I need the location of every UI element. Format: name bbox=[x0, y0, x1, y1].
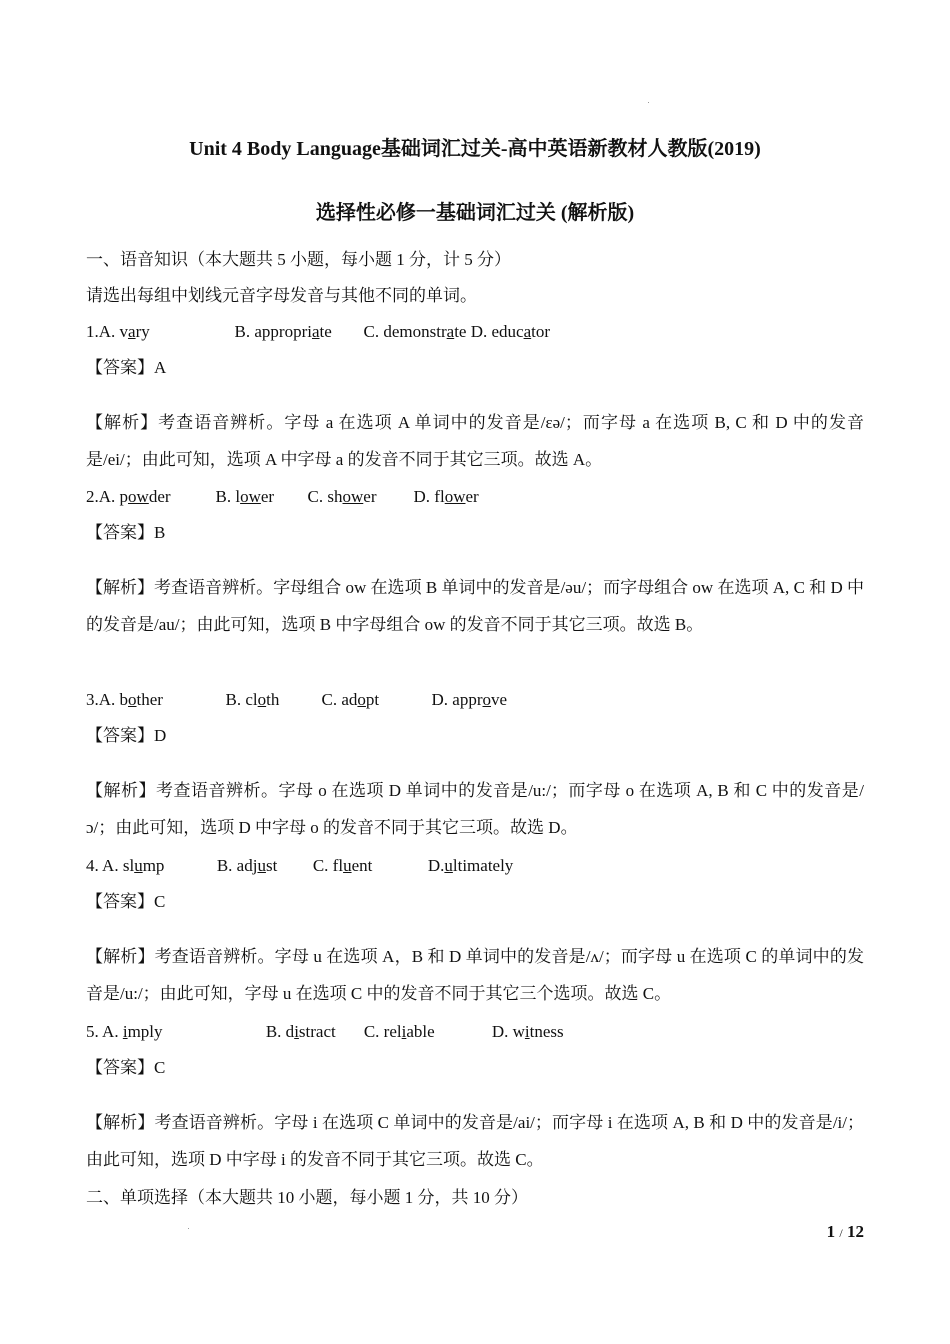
section2-heading: 二、单项选择（本大题共 10 小题，每小题 1 分，共 10 分） bbox=[86, 1188, 528, 1207]
option-a: powder bbox=[119, 487, 171, 506]
page-separator: / bbox=[839, 1226, 843, 1240]
option-a: bother bbox=[119, 690, 163, 709]
question-number: 2.A. bbox=[86, 487, 120, 506]
option-c: C. adopt bbox=[321, 690, 380, 709]
option-c: C. demonstrate bbox=[363, 322, 467, 341]
analysis-2: 【解析】考查语音辨析。字母组合 ow 在选项 B 单词中的发音是/əu/；而字母组合 ow 在选项 A, C 和 D 中的发音是/au/；由此可知，选项 B 中字母组合 ow 的发音不同于其它三项。故选 B。 bbox=[86, 578, 864, 634]
option-a: slump bbox=[122, 856, 165, 875]
option-a: imply bbox=[122, 1022, 163, 1041]
answer-1: 【答案】A bbox=[86, 358, 167, 377]
question-3 bbox=[86, 689, 866, 711]
analysis-1: 【解析】考查语音辨析。字母 a 在选项 A 单词中的发音是/εə/；而字母 a 在选项 B, C 和 D 中的发音是/ei/；由此可知，选项 A 中字母 a 的发音不同于其它三项。故选 A。 bbox=[86, 413, 864, 469]
option-d: D. approve bbox=[431, 690, 508, 709]
question-number: 5. A. bbox=[86, 1022, 123, 1041]
page-number bbox=[827, 1222, 864, 1242]
section1-heading: 一、语音知识（本大题共 5 小题，每小题 1 分，计 5 分） bbox=[86, 250, 511, 269]
question-number: 4. A. bbox=[86, 856, 123, 875]
document-title: Unit 4 Body Language基础词汇过关-高中英语新教材人教版(2019) bbox=[189, 138, 761, 160]
question-2 bbox=[86, 486, 866, 508]
option-b: B. lower bbox=[215, 487, 275, 506]
option-c: C. fluent bbox=[312, 856, 373, 875]
option-d: D. flower bbox=[413, 487, 479, 506]
question-4 bbox=[86, 855, 866, 877]
answer-4: 【答案】C bbox=[86, 892, 166, 911]
question-number: 3.A. bbox=[86, 690, 120, 709]
option-b: B. appropriate bbox=[234, 322, 332, 341]
option-d: D. educator bbox=[470, 322, 551, 341]
option-b: B. cloth bbox=[225, 690, 280, 709]
option-c: C. shower bbox=[307, 487, 377, 506]
option-b: B. distract bbox=[265, 1022, 336, 1041]
page-total: 12 bbox=[847, 1222, 864, 1241]
option-b: B. adjust bbox=[216, 856, 278, 875]
question-number: 1.A. bbox=[86, 322, 120, 341]
document-subtitle: 选择性必修一基础词汇过关 (解析版) bbox=[315, 202, 635, 224]
option-c: C. reliable bbox=[363, 1022, 435, 1041]
option-d: D.ultimately bbox=[427, 856, 514, 875]
analysis-3: 【解析】考查语音辨析。字母 o 在选项 D 单词中的发音是/u:/；而字母 o 在选项 A, B 和 C 中的发音是/ɔ/；由此可知，选项 D 中字母 o 的发音不同于其它三项。故选 D。 bbox=[86, 781, 864, 837]
option-d: D. witness bbox=[491, 1022, 564, 1041]
option-a: vary bbox=[119, 322, 150, 341]
answer-2: 【答案】B bbox=[86, 523, 166, 542]
section1-instruction: 请选出每组中划线元音字母发音与其他不同的单词。 bbox=[86, 286, 477, 305]
answer-3: 【答案】D bbox=[86, 726, 167, 745]
speck bbox=[648, 102, 649, 103]
analysis-4: 【解析】考查语音辨析。字母 u 在选项 A，B 和 D 单词中的发音是/ʌ/；而字母 u 在选项 C 的单词中的发音是/u:/；由此可知，字母 u 在选项 C 中的发音不同于其它三个选项。故选 C。 bbox=[86, 947, 864, 1003]
question-1 bbox=[86, 321, 866, 343]
question-5 bbox=[86, 1021, 866, 1043]
analysis-5: 【解析】考查语音辨析。字母 i 在选项 C 单词中的发音是/ai/；而字母 i 在选项 A, B 和 D 中的发音是/i/；由此可知，选项 D 中字母 i 的发音不同于其它三项。故选 C。 bbox=[86, 1113, 864, 1169]
page-current: 1 bbox=[826, 1222, 836, 1241]
speck bbox=[188, 1228, 189, 1229]
answer-5: 【答案】C bbox=[86, 1058, 166, 1077]
